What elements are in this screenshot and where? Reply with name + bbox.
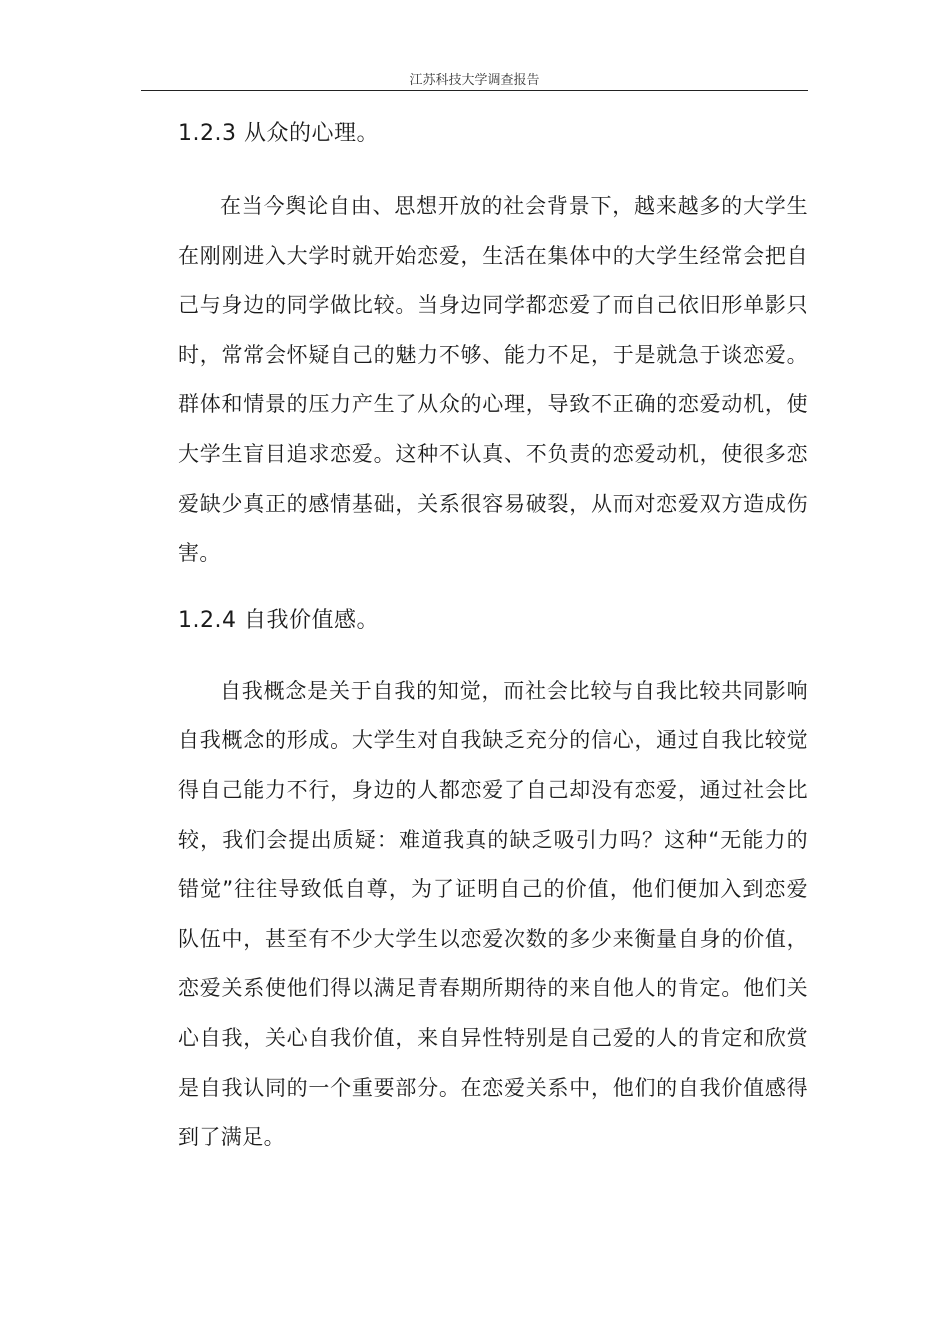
- header-title: 江苏科技大学调查报告: [409, 73, 540, 88]
- section-heading-1-2-4: 1.2.4 自我价值感。: [178, 607, 379, 633]
- section-paragraph-1-2-4: 自我概念是关于自我的知觉，而社会比较与自我比较共同影响自我概念的形成。大学生对自我缺乏充分的信心，通过自我比较觉得自己能力不行，身边的人都恋爱了自己却没有恋爱，通过社会比较，我们会提出质疑：难道我真的缺乏吸引力吗？这种“无能力的错觉”往往导致低自尊，为了证明自己的价值，他们便加入到恋爱队伍中，甚至有不少大学生以恋爱次数的多少来衡量自身的价值，恋爱关系使他们得以满足青春期所期待的来自他人的肯定。他们关心自我，关心自我价值，来自异性特别是自己爱的人的肯定和欣赏是自我认同的一个重要部分。在恋爱关系中，他们的自我价值感得到了满足。: [178, 678, 808, 1150]
- page-header: [141, 72, 808, 91]
- document-body: [178, 112, 808, 1163]
- section-paragraph-1-2-3: 在当今舆论自由、思想开放的社会背景下，越来越多的大学生在刚刚进入大学时就开始恋爱，生活在集体中的大学生经常会把自己与身边的同学做比较。当身边同学都恋爱了而自己依旧形单影只时，常常会怀疑自己的魅力不够、能力不足，于是就急于谈恋爱。群体和情景的压力产生了从众的心理，导致不正确的恋爱动机，使大学生盲目追求恋爱。这种不认真、不负责的恋爱动机，使很多恋爱缺少真正的感情基础，关系很容易破裂，从而对恋爱双方造成伤害。: [178, 194, 808, 566]
- section-heading-1-2-3: 1.2.3 从众的心理。: [178, 121, 379, 146]
